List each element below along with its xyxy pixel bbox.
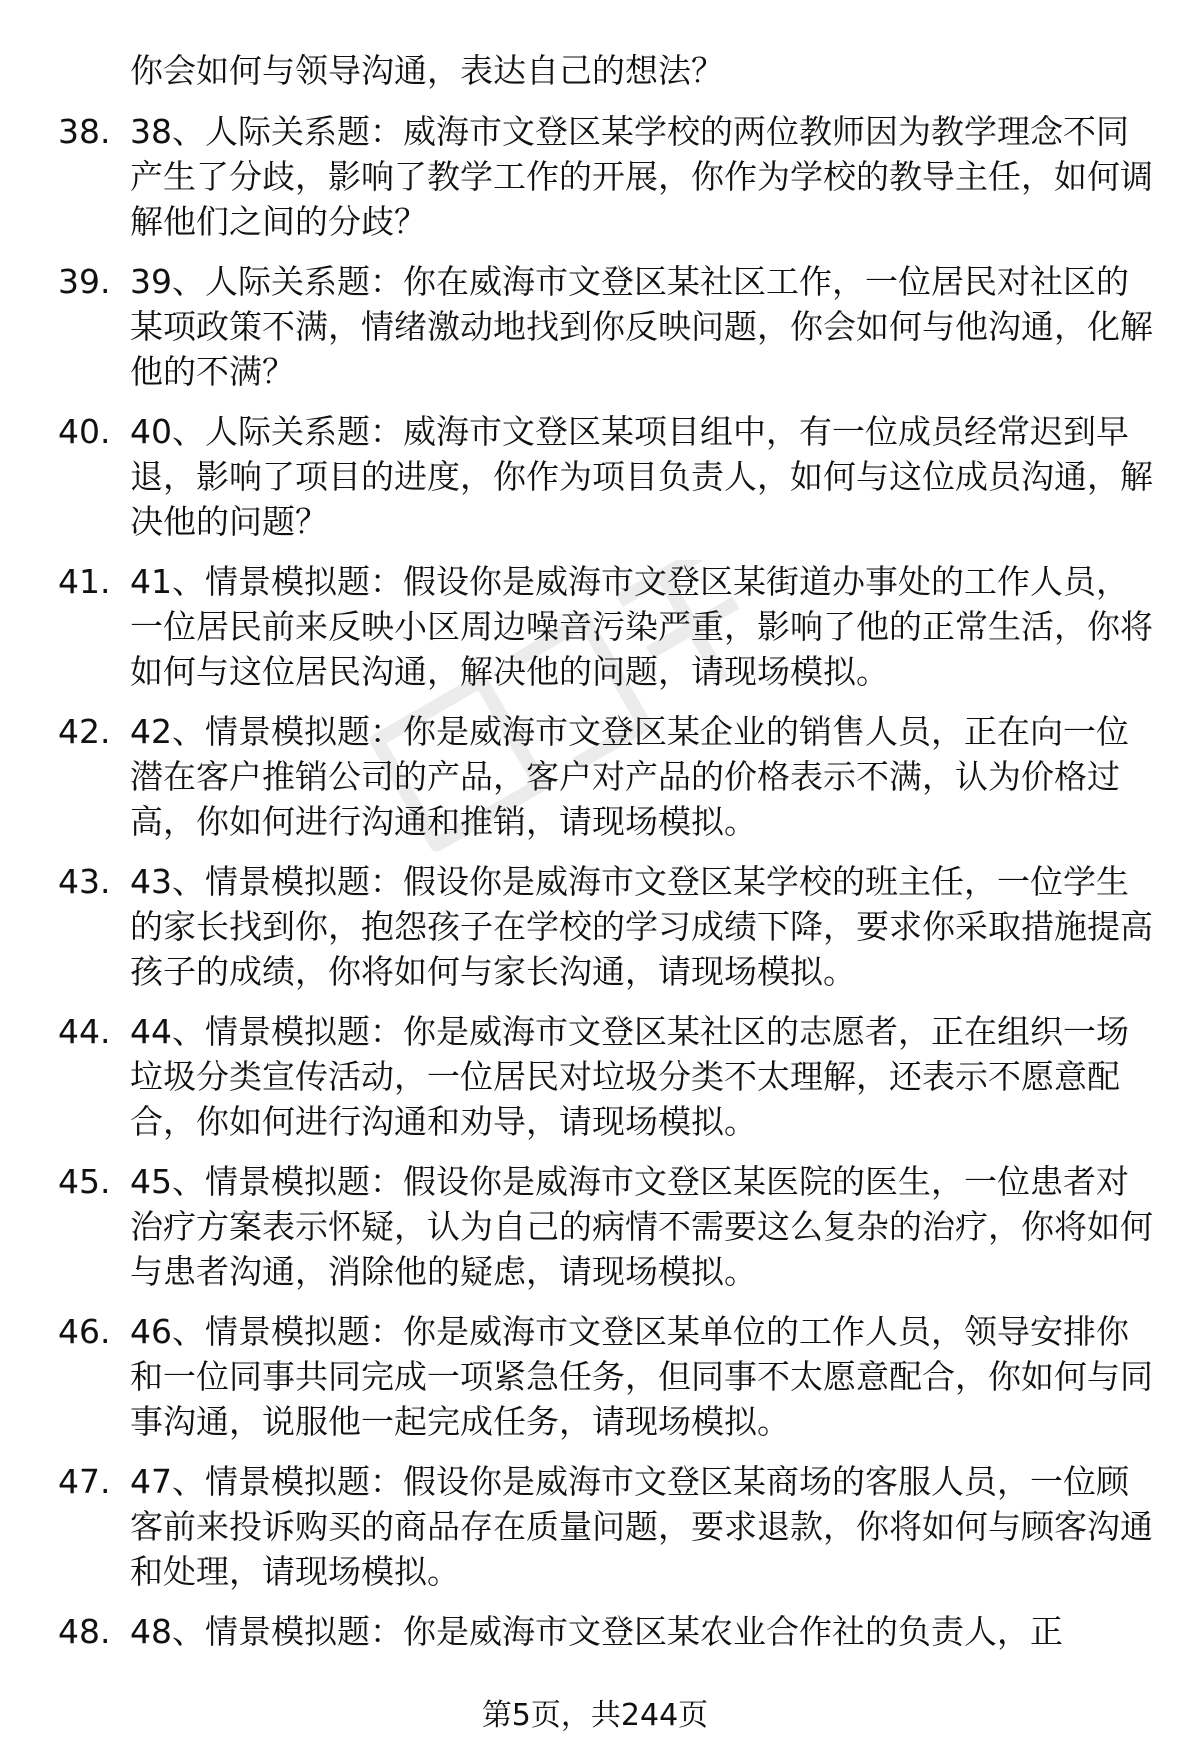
list-item-number: 39. — [58, 262, 111, 301]
list-item-number: 43. — [58, 862, 111, 901]
list-item-text: 43、情景模拟题：假设你是威海市文登区某学校的班主任，一位学生的家长找到你，抱怨孩子在学校的学习成绩下降，要求你采取措施提高孩子的成绩，你将如何与家长沟通，请现场模拟。 — [130, 862, 1153, 991]
list-item-number: 40. — [58, 412, 111, 451]
list-item — [58, 709, 1158, 844]
list-item-text: 48、情景模拟题：你是威海市文登区某农业合作社的负责人，正 — [130, 1612, 1063, 1651]
question-list — [58, 109, 1158, 1654]
list-item-text: 45、情景模拟题：假设你是威海市文登区某医院的医生，一位患者对治疗方案表示怀疑，认为自己的病情不需要这么复杂的治疗，你将如何与患者沟通，消除他的疑虑，请现场模拟。 — [130, 1162, 1153, 1291]
list-item-text: 40、人际关系题：威海市文登区某项目组中，有一位成员经常迟到早退，影响了项目的进度，你作为项目负责人，如何与这位成员沟通，解决他的问题？ — [130, 412, 1153, 541]
list-item-number: 44. — [58, 1012, 111, 1051]
list-item — [58, 109, 1158, 244]
list-item-number: 48. — [58, 1612, 111, 1651]
list-item-number: 41. — [58, 562, 111, 601]
list-item — [58, 1009, 1158, 1144]
list-item-text: 38、人际关系题：威海市文登区某学校的两位教师因为教学理念不同产生了分歧，影响了教学工作的开展，你作为学校的教导主任，如何调解他们之间的分歧？ — [130, 112, 1153, 241]
list-item — [58, 859, 1158, 994]
list-item — [58, 259, 1158, 394]
list-item — [58, 1159, 1158, 1294]
list-item — [58, 1459, 1158, 1594]
list-item — [58, 1309, 1158, 1444]
list-item-text: 41、情景模拟题：假设你是威海市文登区某街道办事处的工作人员，一位居民前来反映小区周边噪音污染严重，影响了他的正常生活，你将如何与这位居民沟通，解决他的问题，请现场模拟。 — [130, 562, 1153, 691]
list-item-text: 47、情景模拟题：假设你是威海市文登区某商场的客服人员，一位顾客前来投诉购买的商品存在质量问题，要求退款，你将如何与顾客沟通和处理，请现场模拟。 — [130, 1462, 1153, 1591]
list-item-number: 38. — [58, 112, 111, 151]
list-item-number: 45. — [58, 1162, 111, 1201]
list-item-number: 46. — [58, 1312, 111, 1351]
page-footer: 第5页，共244页 — [481, 1698, 709, 1733]
list-item-number: 42. — [58, 712, 111, 751]
document-body — [58, 48, 1158, 1669]
list-item-text: 46、情景模拟题：你是威海市文登区某单位的工作人员，领导安排你和一位同事共同完成一项紧急任务，但同事不太愿意配合，你如何与同事沟通，说服他一起完成任务，请现场模拟。 — [130, 1312, 1153, 1441]
list-item-text: 44、情景模拟题：你是威海市文登区某社区的志愿者，正在组织一场垃圾分类宣传活动，一位居民对垃圾分类不太理解，还表示不愿意配合，你如何进行沟通和劝导，请现场模拟。 — [130, 1012, 1129, 1141]
list-item-text: 42、情景模拟题：你是威海市文登区某企业的销售人员，正在向一位潜在客户推销公司的产品，客户对产品的价格表示不满，认为价格过高，你如何进行沟通和推销，请现场模拟。 — [130, 712, 1129, 841]
list-item — [58, 1609, 1158, 1654]
list-item-number: 47. — [58, 1462, 111, 1501]
continued-question-text: 你会如何与领导沟通，表达自己的想法？ — [130, 51, 724, 90]
list-item-text: 39、人际关系题：你在威海市文登区某社区工作，一位居民对社区的某项政策不满，情绪激动地找到你反映问题，你会如何与他沟通，化解他的不满？ — [130, 262, 1153, 391]
list-item — [58, 409, 1158, 544]
list-item — [58, 559, 1158, 694]
